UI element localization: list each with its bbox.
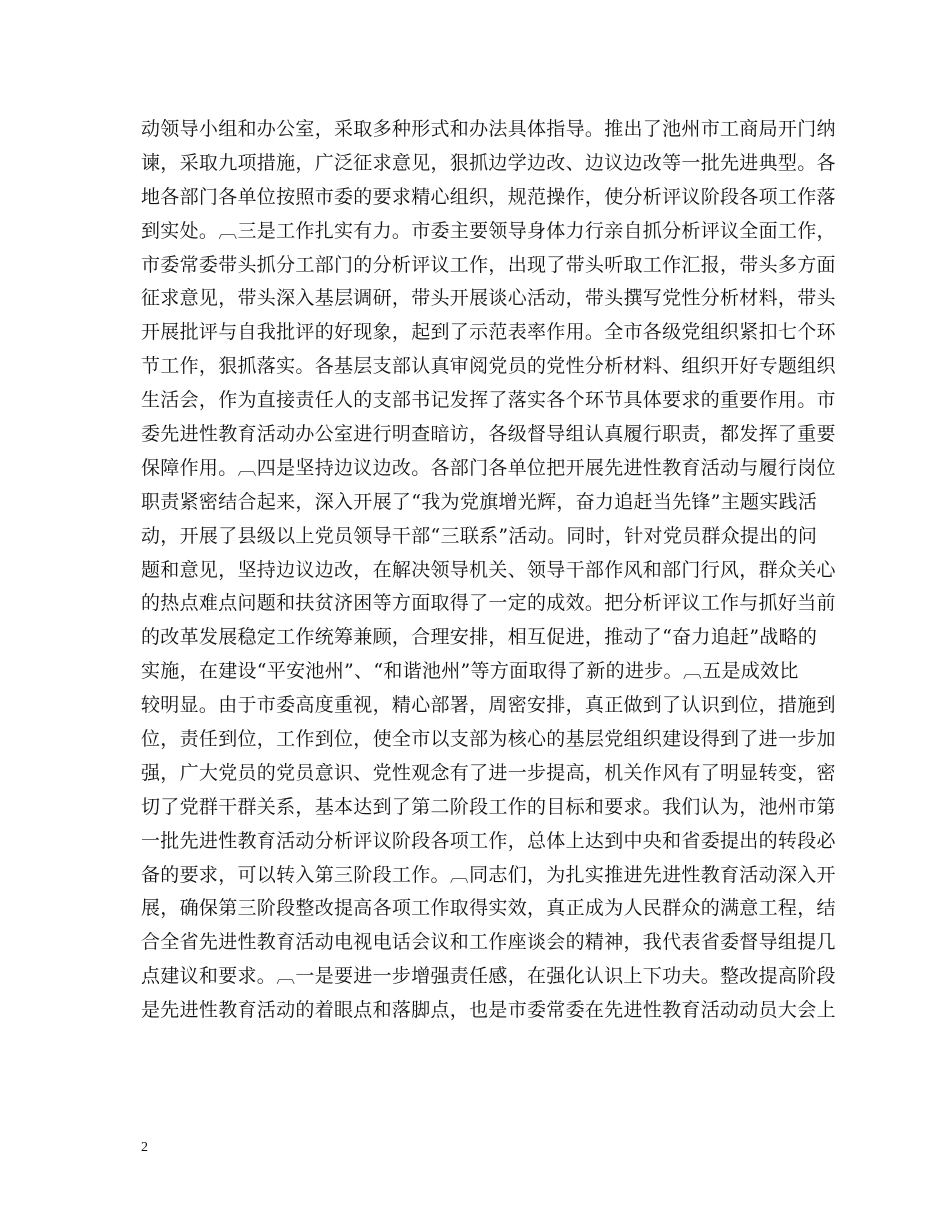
text-line: 实施，在建设“平安池州”、“和谐池州”等方面取得了新的进步。︹五是成效比	[141, 660, 799, 683]
text-line: 较明显。由于市委高度重视，精心部署，周密安排，真正做到了认识到位，措施到	[141, 694, 836, 717]
page-number: 2	[141, 1140, 148, 1155]
text-line: 动，开展了县级以上党员领导干部“三联系”活动。同时，针对党员群众提出的问	[141, 524, 818, 547]
text-line: 一批先进性教育活动分析评议阶段各项工作，总体上达到中央和省委提出的转段必	[141, 829, 836, 852]
text-line: 题和意见，坚持边议边改，在解决领导机关、领导干部作风和部门行风，群众关心	[141, 558, 836, 581]
text-line: 备的要求，可以转入第三阶段工作。︹同志们，为扎实推进先进性教育活动深入开	[141, 863, 836, 886]
text-line: 生活会，作为直接责任人的支部书记发挥了落实各个环节具体要求的重要作用。市	[141, 389, 836, 412]
body-text	[141, 113, 836, 1028]
text-line: 的热点难点问题和扶贫济困等方面取得了一定的成效。把分析评议工作与抓好当前	[141, 592, 836, 615]
text-line: 保障作用。︹四是坚持边议边改。各部门各单位把开展先进性教育活动与履行岗位	[141, 456, 836, 479]
text-line: 动领导小组和办公室，采取多种形式和办法具体指导。推出了池州市工商局开门纳	[141, 118, 836, 140]
text-line: 市委常委带头抓分工部门的分析评议工作，出现了带头听取工作汇报，带头多方面	[141, 253, 836, 276]
text-line: 点建议和要求。︹一是要进一步增强责任感，在强化认识上下功夫。整改提高阶段	[141, 965, 836, 988]
text-line: 切了党群干群关系，基本达到了第二阶段工作的目标和要求。我们认为，池州市第	[141, 795, 836, 818]
text-line: 征求意见，带头深入基层调研，带头开展谈心活动，带头撰写党性分析材料，带头	[141, 287, 836, 310]
text-line: 地各部门各单位按照市委的要求精心组织，规范操作，使分析评议阶段各项工作落	[141, 185, 836, 208]
text-line: 委先进性教育活动办公室进行明查暗访，各级督导组认真履行职责，都发挥了重要	[141, 423, 836, 446]
text-line: 合全省先进性教育活动电视电话会议和工作座谈会的精神，我代表省委督导组提几	[141, 931, 836, 954]
text-line: 到实处。︹三是工作扎实有力。市委主要领导身体力行亲自抓分析评议全面工作，	[141, 219, 836, 242]
text-line: 是先进性教育活动的着眼点和落脚点，也是市委常委在先进性教育活动动员大会上	[141, 999, 836, 1022]
text-line: 的改革发展稳定工作统筹兼顾，合理安排，相互促进，推动了“奋力追赶”战略的	[141, 626, 818, 649]
text-line: 位，责任到位，工作到位，使全市以支部为核心的基层党组织建设得到了进一步加	[141, 728, 836, 751]
text-line: 展，确保第三阶段整改提高各项工作取得实效，真正成为人民群众的满意工程，结	[141, 897, 836, 920]
text-line: 节工作，狠抓落实。各基层支部认真审阅党员的党性分析材料、组织开好专题组织	[141, 355, 836, 378]
text-line: 职责紧密结合起来，深入开展了“我为党旗增光辉，奋力追赶当先锋”主题实践活	[141, 490, 818, 513]
text-line: 谏，采取九项措施，广泛征求意见，狠抓边学边改、边议边改等一批先进典型。各	[141, 151, 836, 174]
text-line: 强，广大党员的党员意识、党性观念有了进一步提高，机关作风有了明显转变，密	[141, 761, 836, 784]
text-line: 开展批评与自我批评的好现象，起到了示范表率作用。全市各级党组织紧扣七个环	[141, 321, 836, 344]
